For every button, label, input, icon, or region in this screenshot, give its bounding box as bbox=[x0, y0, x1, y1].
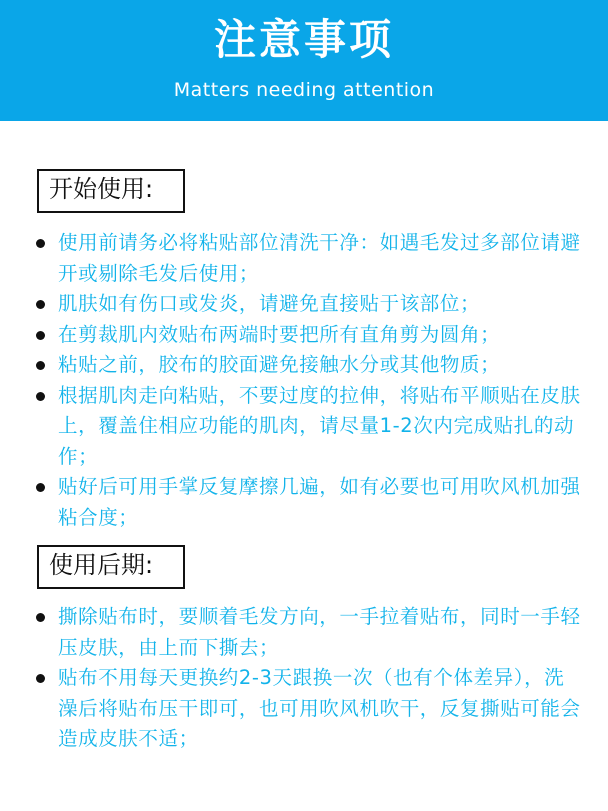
list-item-text: 肌肤如有伤口或发炎，请避免直接贴于该部位； bbox=[58, 292, 481, 315]
list-item bbox=[34, 472, 584, 533]
list-item bbox=[34, 228, 584, 289]
list-item-text: 使用前请务必将粘贴部位清洗干净：如遇毛发过多部位请避开或剔除毛发后使用； bbox=[58, 231, 581, 285]
list-item bbox=[34, 320, 584, 351]
bullet-icon bbox=[36, 674, 45, 683]
section-heading-after: 使用后期: bbox=[37, 545, 185, 589]
list-item bbox=[34, 381, 584, 473]
page-subtitle: Matters needing attention bbox=[173, 79, 435, 101]
start-instructions-list bbox=[34, 228, 584, 533]
page-title: 注意事项 bbox=[213, 15, 394, 64]
list-item-text: 贴布不用每天更换约2-3天跟换一次（也有个体差异），洗澡后将贴布压干即可，也可用吹风机吹干，反复撕贴可能会造成皮肤不适； bbox=[58, 666, 581, 750]
list-item-text: 根据肌肉走向粘贴，不要过度的拉伸，将贴布平顺贴在皮肤上，覆盖住相应功能的肌肉，请尽量1-2次内完成贴扎的动作； bbox=[58, 383, 581, 468]
list-item bbox=[34, 663, 584, 755]
bullet-icon bbox=[36, 483, 45, 492]
list-item bbox=[34, 602, 584, 663]
bullet-icon bbox=[36, 300, 45, 309]
bullet-icon bbox=[36, 613, 45, 622]
bullet-icon bbox=[36, 239, 45, 248]
bullet-icon bbox=[36, 361, 45, 370]
list-item-text: 粘贴之前，胶布的胶面避免接触水分或其他物质； bbox=[58, 353, 501, 376]
bullet-icon bbox=[36, 331, 45, 340]
list-item-text: 在剪裁肌内效贴布两端时要把所有直角剪为圆角； bbox=[58, 322, 501, 346]
section-heading-start: 开始使用: bbox=[37, 169, 185, 213]
after-use-instructions-list bbox=[34, 602, 584, 755]
list-item-text: 撕除贴布时，要顺着毛发方向，一手拉着贴布，同时一手轻压皮肤，由上而下撕去； bbox=[58, 605, 581, 659]
list-item bbox=[34, 289, 584, 320]
list-item-text: 贴好后可用手掌反复摩擦几遍，如有必要也可用吹风机加强粘合度； bbox=[58, 475, 581, 529]
bullet-icon bbox=[36, 392, 45, 401]
header-banner bbox=[0, 0, 608, 121]
list-item bbox=[34, 350, 584, 381]
